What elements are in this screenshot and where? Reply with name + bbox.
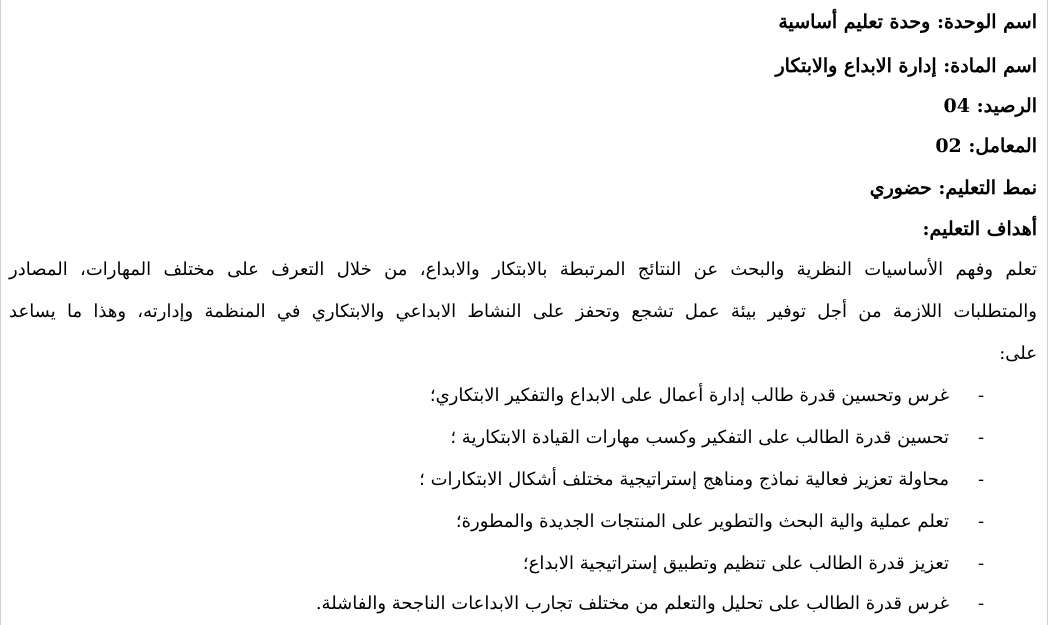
subject-name-field (776, 52, 1038, 80)
bullet-marker: - (977, 427, 985, 448)
objectives-heading: أهداف التعليم: (922, 218, 1037, 240)
credit-value: 04 (943, 95, 970, 117)
subject-name-label: اسم المادة: (943, 55, 1037, 77)
bullet-marker: - (977, 385, 985, 406)
bullet-text: تعلم عملية والية البحث والتطوير على المنتجات الجديدة والمطورة؛ (455, 511, 949, 532)
bullet-marker: - (977, 553, 985, 574)
coefficient-value: 02 (935, 135, 962, 157)
unit-name-label: اسم الوحدة: (936, 11, 1037, 33)
objective-bullet (450, 424, 987, 452)
objectives-paragraph-line-1: تعلم وفهم الأساسيات النظرية والبحث عن النتائج المرتبطة بالابتكار والابداع، من خلال التعرف على مختلف المهارات، المصادر (9, 259, 1037, 280)
objectives-paragraph-line-2: والمتطلبات اللازمة من أجل توفير بيئة عمل تشجع وتحفز على النشاط الابداعي والابتكاري في المنظمة وإدارته، وهذا ما يساعد (9, 301, 1037, 322)
bullet-marker: - (977, 511, 985, 532)
bullet-marker: - (977, 469, 985, 490)
bullet-marker: - (977, 593, 985, 614)
coefficient-field (935, 132, 1037, 160)
credit-label: الرصيد: (976, 95, 1037, 117)
unit-name-value: وحدة تعليم أساسية (778, 11, 931, 33)
coefficient-label: المعامل: (968, 135, 1037, 157)
bullet-text: تعزيز قدرة الطالب على تنظيم وتطبيق إستراتيجية الابداع؛ (522, 553, 949, 574)
objectives-paragraph-line-3: على: (999, 343, 1037, 364)
teaching-mode-label: نمط التعليم: (938, 177, 1037, 199)
bullet-text: تحسين قدرة الطالب على التفكير وكسب مهارات القيادة الابتكارية ؛ (450, 427, 949, 448)
teaching-mode-value: حضوري (869, 177, 932, 199)
objective-bullet (316, 590, 987, 618)
objective-bullet (523, 550, 987, 578)
bullet-text: غرس قدرة الطالب على تحليل والتعلم من مختلف تجارب الابداعات الناجحة والفاشلة. (315, 593, 949, 614)
bullet-text: غرس وتحسين قدرة طالب إدارة أعمال على الابداع والتفكير الابتكاري؛ (429, 385, 949, 406)
objective-bullet (456, 508, 987, 536)
objective-bullet (430, 382, 987, 410)
bullet-text: محاولة تعزيز فعالية نماذج ومناهج إستراتيجية مختلف أشكال الابتكارات ؛ (419, 469, 949, 490)
teaching-mode-field (870, 174, 1037, 202)
objective-bullet (419, 466, 987, 494)
subject-name-value: إدارة الابداع والابتكار (775, 55, 937, 77)
credit-field (944, 92, 1037, 120)
unit-name-field (778, 8, 1037, 36)
